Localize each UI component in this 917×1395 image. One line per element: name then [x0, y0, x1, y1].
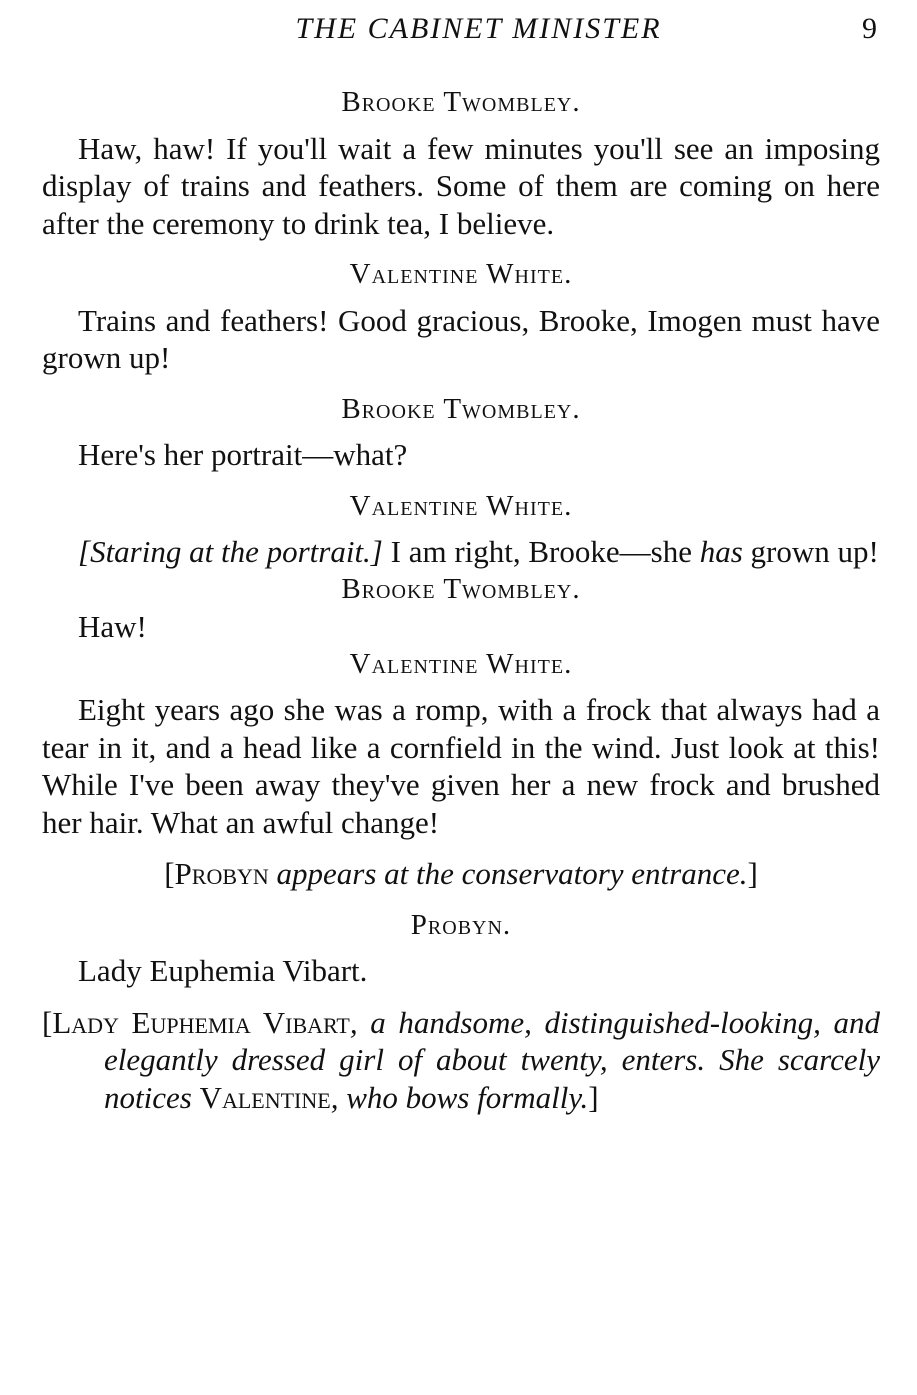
speaker-valentine-white: Valentine White.	[349, 647, 573, 680]
running-head	[40, 12, 877, 52]
speech-valentine-2	[42, 533, 880, 571]
speaker-brooke-twombley: Brooke Twombley.	[341, 572, 581, 605]
speech-brooke-1: Haw, haw! If you'll wait a few minutes you'll see an imposing display of trains and feathers. Some of them are coming on here after the ceremony to drink tea, I believe.	[42, 130, 880, 241]
play-text	[42, 84, 880, 1116]
speaker-probyn: Probyn.	[410, 908, 512, 941]
speaker-brooke-twombley: Brooke Twombley.	[341, 392, 581, 425]
speech-valentine-3: Eight years ago she was a romp, with a frock that always had a tear in it, and a head like a cornfield in the wind. Just look at this! While I've been away they've given her a new frock and brushed her hair. What an awful change!	[42, 692, 880, 840]
speech-text: I am right, Brooke—she	[382, 534, 700, 569]
speaker-brooke-twombley: Brooke Twombley.	[341, 86, 581, 118]
speaker-valentine-white: Valentine White.	[349, 489, 573, 522]
speech-valentine-1: Trains and feathers! Good gracious, Brooke, Imogen must have grown up!	[42, 302, 880, 375]
stage-direction-probyn: [Probyn appears at the conservatory entrance.]	[164, 856, 758, 891]
emphasis: has	[699, 534, 743, 569]
stage-direction-inline: [Staring at the portrait.]	[78, 534, 383, 569]
speech-brooke-3: Haw!	[78, 609, 147, 644]
speech-brooke-2: Here's her portrait—what?	[78, 437, 408, 472]
character-name: Probyn	[174, 856, 269, 891]
speaker-valentine-white: Valentine White.	[349, 258, 573, 290]
character-name: Lady Euphemia Vibart	[52, 1004, 350, 1040]
speech-text: grown up!	[742, 534, 879, 569]
page-number: 9	[862, 12, 877, 45]
speech-probyn-1: Lady Euphemia Vibart.	[78, 953, 368, 988]
character-name: Valentine	[199, 1079, 331, 1115]
running-title: THE CABINET MINISTER	[295, 12, 662, 45]
stage-direction-lady-euphemia: [Lady Euphemia Vibart, a handsome, distinguished-looking, and elegantly dressed girl of about twenty, enters. She scarcely notices Valentine, who bows formally.]	[42, 1004, 880, 1115]
